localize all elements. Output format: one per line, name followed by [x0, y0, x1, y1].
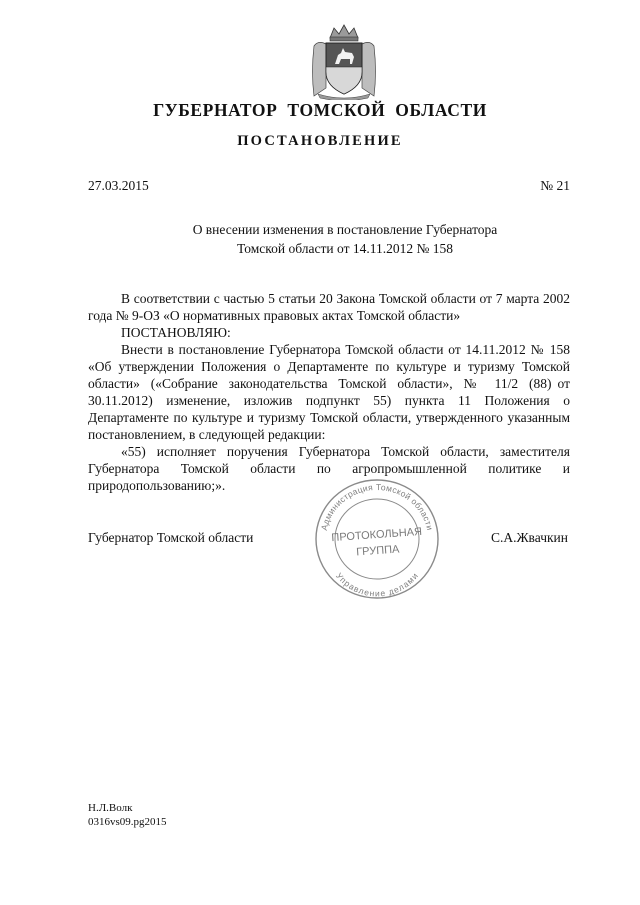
amendment-text-part-1: Внести в постановление Губернатора Томской области от 14.11.2012 № 158 «Об утверждении Положения о Департаменте по культуре и туризму Томской области» («Собрание законодательства Томской области», № 11/2 (88): [88, 342, 570, 391]
document-subject: [0, 220, 640, 258]
resolve-word: ПОСТАНОВЛЯЮ:: [121, 325, 231, 340]
signatory-position: Губернатор Томской области: [88, 530, 254, 545]
subject-line-1: О внесении изменения в постановление Губернатора: [192, 222, 498, 237]
new-wording-paragraph: «55) исполняет поручения Губернатора Томской области, заместителя Губернатора Томской области по агропромышленной политике и природопользованию;».: [88, 444, 570, 493]
executor-name: Н.Л.Волк: [88, 802, 133, 814]
preamble-paragraph: В соответствии с частью 5 статьи 20 Закона Томской области от 7 марта 2002 года № 9-ОЗ «О нормативных правовых актах Томской области»: [88, 291, 570, 323]
coat-of-arms-emblem: [308, 22, 380, 100]
subject-line-2: Томской области от 14.11.2012 № 158: [237, 241, 453, 256]
stamp-ring-top-text: Администрация Томской области: [318, 481, 436, 532]
svg-text:Администрация Томской области: [319, 482, 435, 531]
signatory-name: С.А.Жвачкин: [490, 530, 568, 545]
official-stamp: [312, 476, 442, 602]
document-date: 27.03.2015: [88, 178, 149, 193]
file-code: 0316vs09.pg2015: [88, 816, 167, 828]
amendment-text-part-2: от 30.11.2012) изменение, изложив подпункт 55) пункта 11 Положения о Департаменте по культуре и туризму Томской области, утвержденного указанным постановлением, в следующей редакции:: [88, 376, 570, 442]
authority-title: ГУБЕРНАТОР ТОМСКОЙ ОБЛАСТИ: [153, 100, 487, 120]
stamp-ring-bottom-text: Управление делами: [333, 570, 421, 599]
document-number: № 21: [540, 178, 570, 193]
stamp-center-line-2: ГРУППА: [355, 543, 400, 559]
stamp-center-line-1: ПРОТОКОЛЬНАЯ: [331, 525, 423, 545]
svg-text:Управление делами: [334, 571, 420, 599]
document-body: [88, 290, 570, 494]
document-type: ПОСТАНОВЛЕНИЕ: [237, 133, 403, 149]
amendment-paragraph: [88, 341, 570, 443]
